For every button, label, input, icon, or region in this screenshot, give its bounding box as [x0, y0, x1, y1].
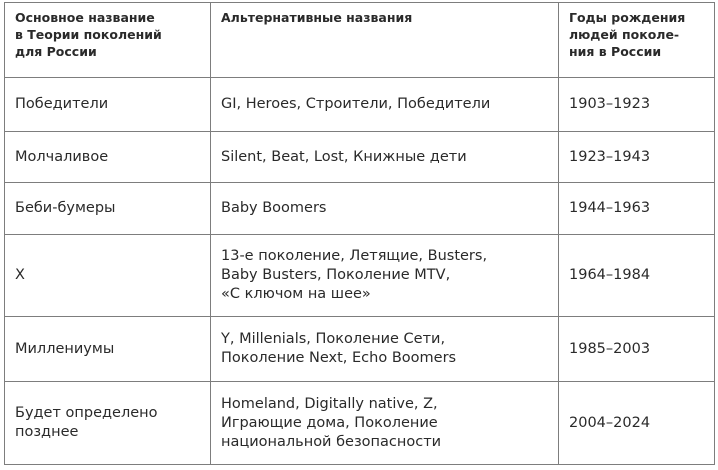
header-main-name: [5, 3, 211, 78]
header-line: в Теории поколений: [15, 27, 162, 42]
header-line: людей поколе-: [569, 27, 680, 42]
header-line: Годы рождения: [569, 10, 686, 25]
generation-name: Молчаливое: [15, 148, 109, 165]
table-row: [5, 317, 715, 382]
table-row: [5, 235, 715, 317]
header-alternative-names: [211, 3, 559, 78]
birth-years-cell: 1964–1984: [559, 235, 715, 317]
header-birth-years: [559, 3, 715, 78]
alternative-names-line: Играющие дома, Поколение: [221, 414, 438, 431]
header-line: Основное название: [15, 10, 155, 25]
table-row: [5, 382, 715, 465]
generation-name-cell: [5, 317, 211, 382]
birth-years-cell: 1944–1963: [559, 183, 715, 235]
alternative-names-cell: [211, 78, 559, 132]
table-row: [5, 183, 715, 235]
alternative-names-line: Baby Boomers: [221, 200, 327, 216]
generation-name-cell: [5, 183, 211, 235]
generation-name-cell: [5, 132, 211, 183]
generations-table: [4, 2, 715, 465]
alternative-names-line: Y, Millenials, Поколение Сети,: [221, 331, 446, 347]
header-line: ния в России: [569, 44, 662, 59]
alternative-names-cell: [211, 382, 559, 465]
alternative-names-line: 13-е поколение, Летящие, Busters,: [221, 248, 488, 264]
alternative-names-cell: [211, 132, 559, 183]
header-line: Альтернативные названия: [221, 10, 413, 25]
alternative-names-cell: [211, 235, 559, 317]
generation-name-cell: [5, 382, 211, 465]
generation-name: позднее: [15, 424, 79, 440]
generation-name: Победители: [15, 96, 109, 112]
alternative-names-line: GI, Heroes, Строители, Победители: [221, 96, 491, 112]
birth-years-cell: 1923–1943: [559, 132, 715, 183]
alternative-names-line: Homeland, Digitally native, Z,: [221, 395, 438, 412]
generation-name: X: [15, 267, 25, 283]
alternative-names-line: национальной безопасности: [221, 433, 442, 450]
generation-name: Миллениумы: [15, 340, 115, 357]
alternative-names-line: Поколение Next, Echo Boomers: [221, 350, 457, 366]
generation-name: Будет определено: [15, 405, 158, 421]
birth-years-cell: 1903–1923: [559, 78, 715, 132]
alternative-names-cell: [211, 317, 559, 382]
generation-name-cell: [5, 235, 211, 317]
alternative-names-line: «С ключом на шее»: [221, 286, 371, 302]
generation-name-cell: [5, 78, 211, 132]
alternative-names-line: Baby Busters, Поколение MTV,: [221, 267, 451, 283]
table-row: [5, 132, 715, 183]
alternative-names-line: Silent, Beat, Lost, Книжные дети: [221, 148, 467, 165]
header-line: для России: [15, 44, 97, 59]
birth-years-cell: 2004–2024: [559, 382, 715, 465]
table-row: [5, 78, 715, 132]
table-header-row: [5, 3, 715, 78]
generation-name: Беби-бумеры: [15, 200, 116, 216]
alternative-names-cell: [211, 183, 559, 235]
birth-years-cell: 1985–2003: [559, 317, 715, 382]
